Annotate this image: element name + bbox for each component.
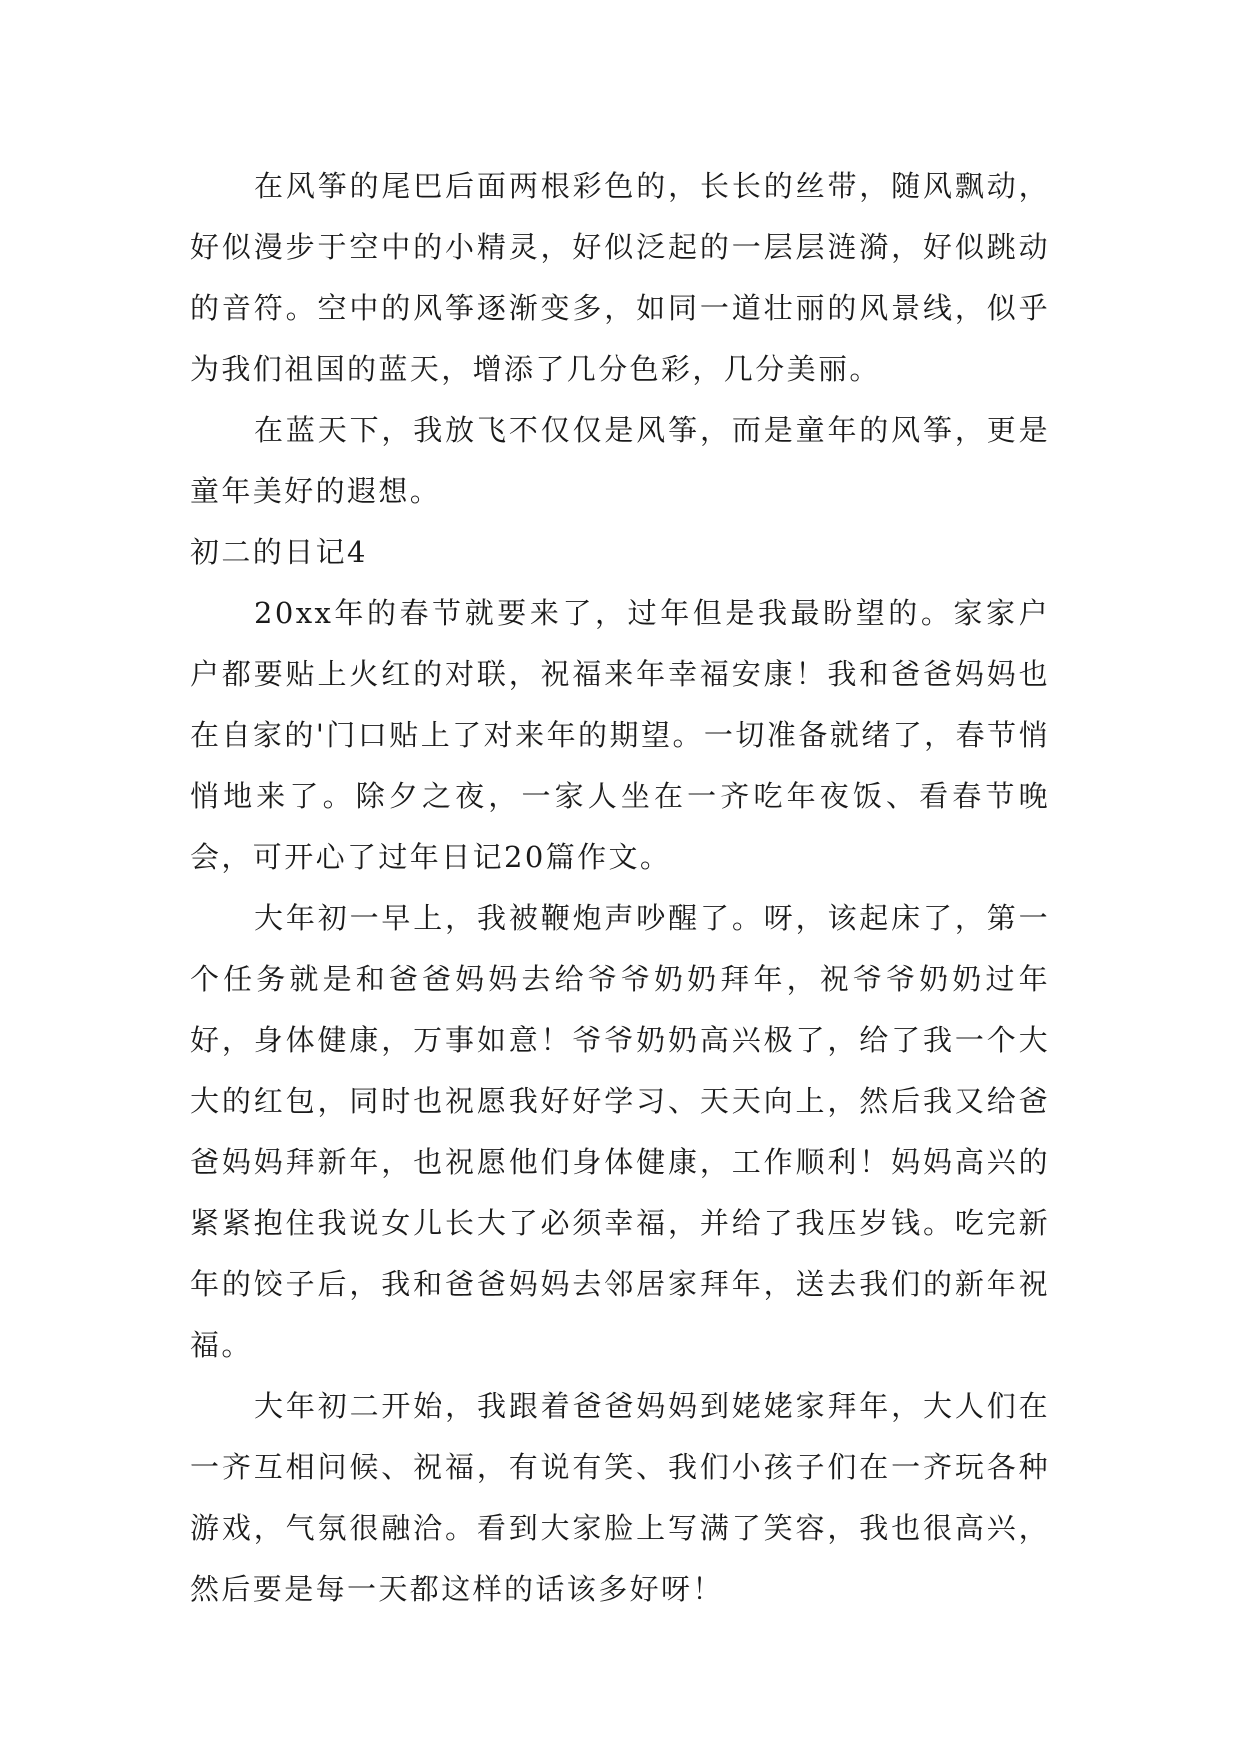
paragraph-new-year-morning: 大年初一早上，我被鞭炮声吵醒了。呀，该起床了，第一个任务就是和爸爸妈妈去给爷爷奶奶拜年，祝爷爷奶奶过年好，身体健康，万事如意！爷爷奶奶高兴极了，给了我一个大大的红包，同时也祝愿我好好学习、天天向上，然后我又给爸爸妈妈拜新年，也祝愿他们身体健康，工作顺利！妈妈高兴的紧紧抱住我说女儿长大了必须幸福，并给了我压岁钱。吃完新年的饺子后，我和爸爸妈妈去邻居家拜年，送去我们的新年祝福。 <box>190 901 1050 1362</box>
paragraph-kite-ribbons: 在风筝的尾巴后面两根彩色的，长长的丝带，随风飘动，好似漫步于空中的小精灵，好似泛起的一层层涟漪，好似跳动的音符。空中的风筝逐渐变多，如同一道壮丽的风景线，似乎为我们祖国的蓝天，增添了几分色彩，几分美丽。 <box>190 169 1050 386</box>
paragraph-spring-festival: 20xx年的春节就要来了，过年但是我最盼望的。家家户户都要贴上火红的对联，祝福来年幸福安康！我和爸爸妈妈也在自家的'门口贴上了对来年的期望。一切准备就绪了，春节悄悄地来了。除夕之夜，一家人坐在一齐吃年夜饭、看春节晚会，可开心了过年日记20篇作文。 <box>190 596 1050 874</box>
section-heading: 初二的日记4 <box>190 535 368 569</box>
document-body <box>190 156 1050 1620</box>
paragraph-childhood-kite: 在蓝天下，我放飞不仅仅是风筝，而是童年的风筝，更是童年美好的遐想。 <box>190 413 1050 508</box>
paragraph-grandma-visit: 大年初二开始，我跟着爸爸妈妈到姥姥家拜年，大人们在一齐互相问候、祝福，有说有笑、我们小孩子们在一齐玩各种游戏，气氛很融洽。看到大家脸上写满了笑容，我也很高兴，然后要是每一天都这样的话该多好呀！ <box>190 1389 1050 1606</box>
